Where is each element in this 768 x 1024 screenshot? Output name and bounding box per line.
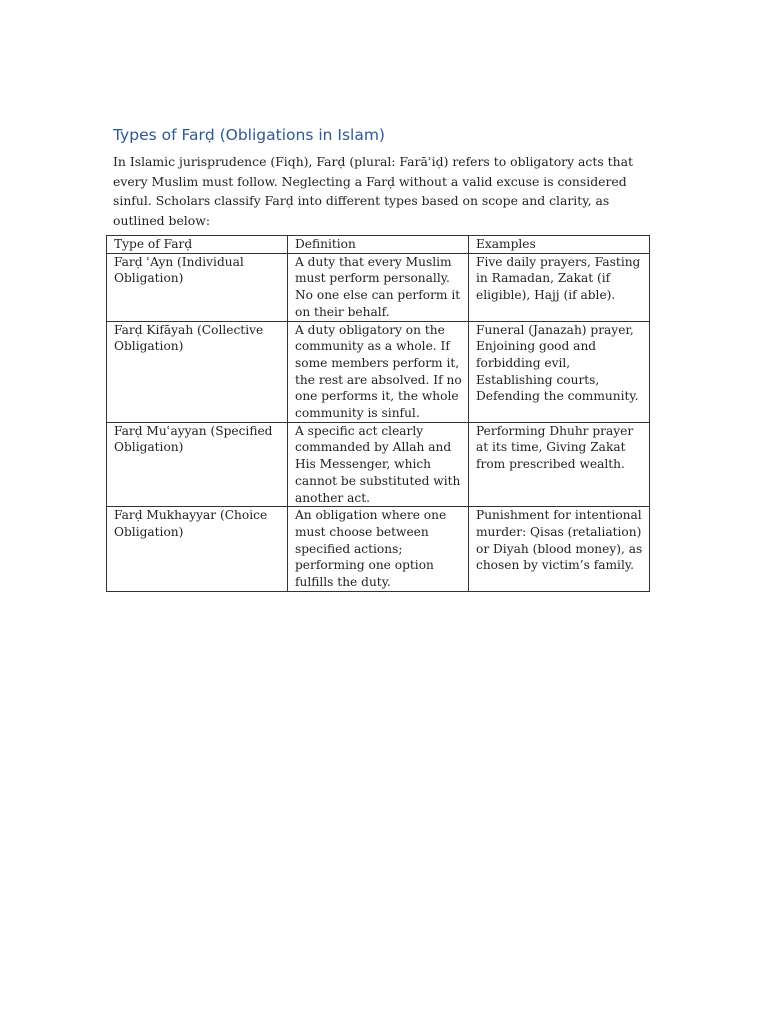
- cell-definition: A specific act clearly commanded by Allah and His Messenger, which cannot be substituted with another act.: [288, 422, 469, 507]
- document-title: Types of Farḍ (Obligations in Islam): [113, 126, 385, 144]
- table-row: [107, 422, 650, 507]
- cell-type: Farḍ ʿAyn (Individual Obligation): [107, 253, 288, 321]
- cell-type: Farḍ Mukhayyar (Choice Obligation): [107, 507, 288, 592]
- cell-definition: A duty that every Muslim must perform personally. No one else can perform it on their behalf.: [288, 253, 469, 321]
- header-definition: Definition: [288, 236, 469, 254]
- cell-examples: Five daily prayers, Fasting in Ramadan, Zakat (if eligible), Hajj (if able).: [469, 253, 650, 321]
- cell-examples: Punishment for intentional murder: Qisas (retaliation) or Diyah (blood money), as chosen by victim’s family.: [469, 507, 650, 592]
- table-row: [107, 507, 650, 592]
- cell-definition: A duty obligatory on the community as a whole. If some members perform it, the rest are absolved. If no one performs it, the whole community is sinful.: [288, 321, 469, 422]
- cell-type: Farḍ Muʿayyan (Specified Obligation): [107, 422, 288, 507]
- table-row: [107, 321, 650, 422]
- header-type: Type of Farḍ: [107, 236, 288, 254]
- table-row: [107, 253, 650, 321]
- fard-types-table: [106, 235, 650, 592]
- cell-type: Farḍ Kifāyah (Collective Obligation): [107, 321, 288, 422]
- header-examples: Examples: [469, 236, 650, 254]
- intro-paragraph: In Islamic jurisprudence (Fiqh), Farḍ (plural: Farāʾiḍ) refers to obligatory acts that every Muslim must follow. Neglecting a Farḍ without a valid excuse is considered sinful. Scholars classify Farḍ into different types based on scope and clarity, as outlined below:: [113, 154, 633, 228]
- table-header-row: [107, 236, 650, 254]
- cell-definition: An obligation where one must choose between specified actions; performing one option fulfills the duty.: [288, 507, 469, 592]
- cell-examples: Funeral (Janazah) prayer, Enjoining good and forbidding evil, Establishing courts, Defending the community.: [469, 321, 650, 422]
- document-page: [106, 124, 649, 592]
- cell-examples: Performing Dhuhr prayer at its time, Giving Zakat from prescribed wealth.: [469, 422, 650, 507]
